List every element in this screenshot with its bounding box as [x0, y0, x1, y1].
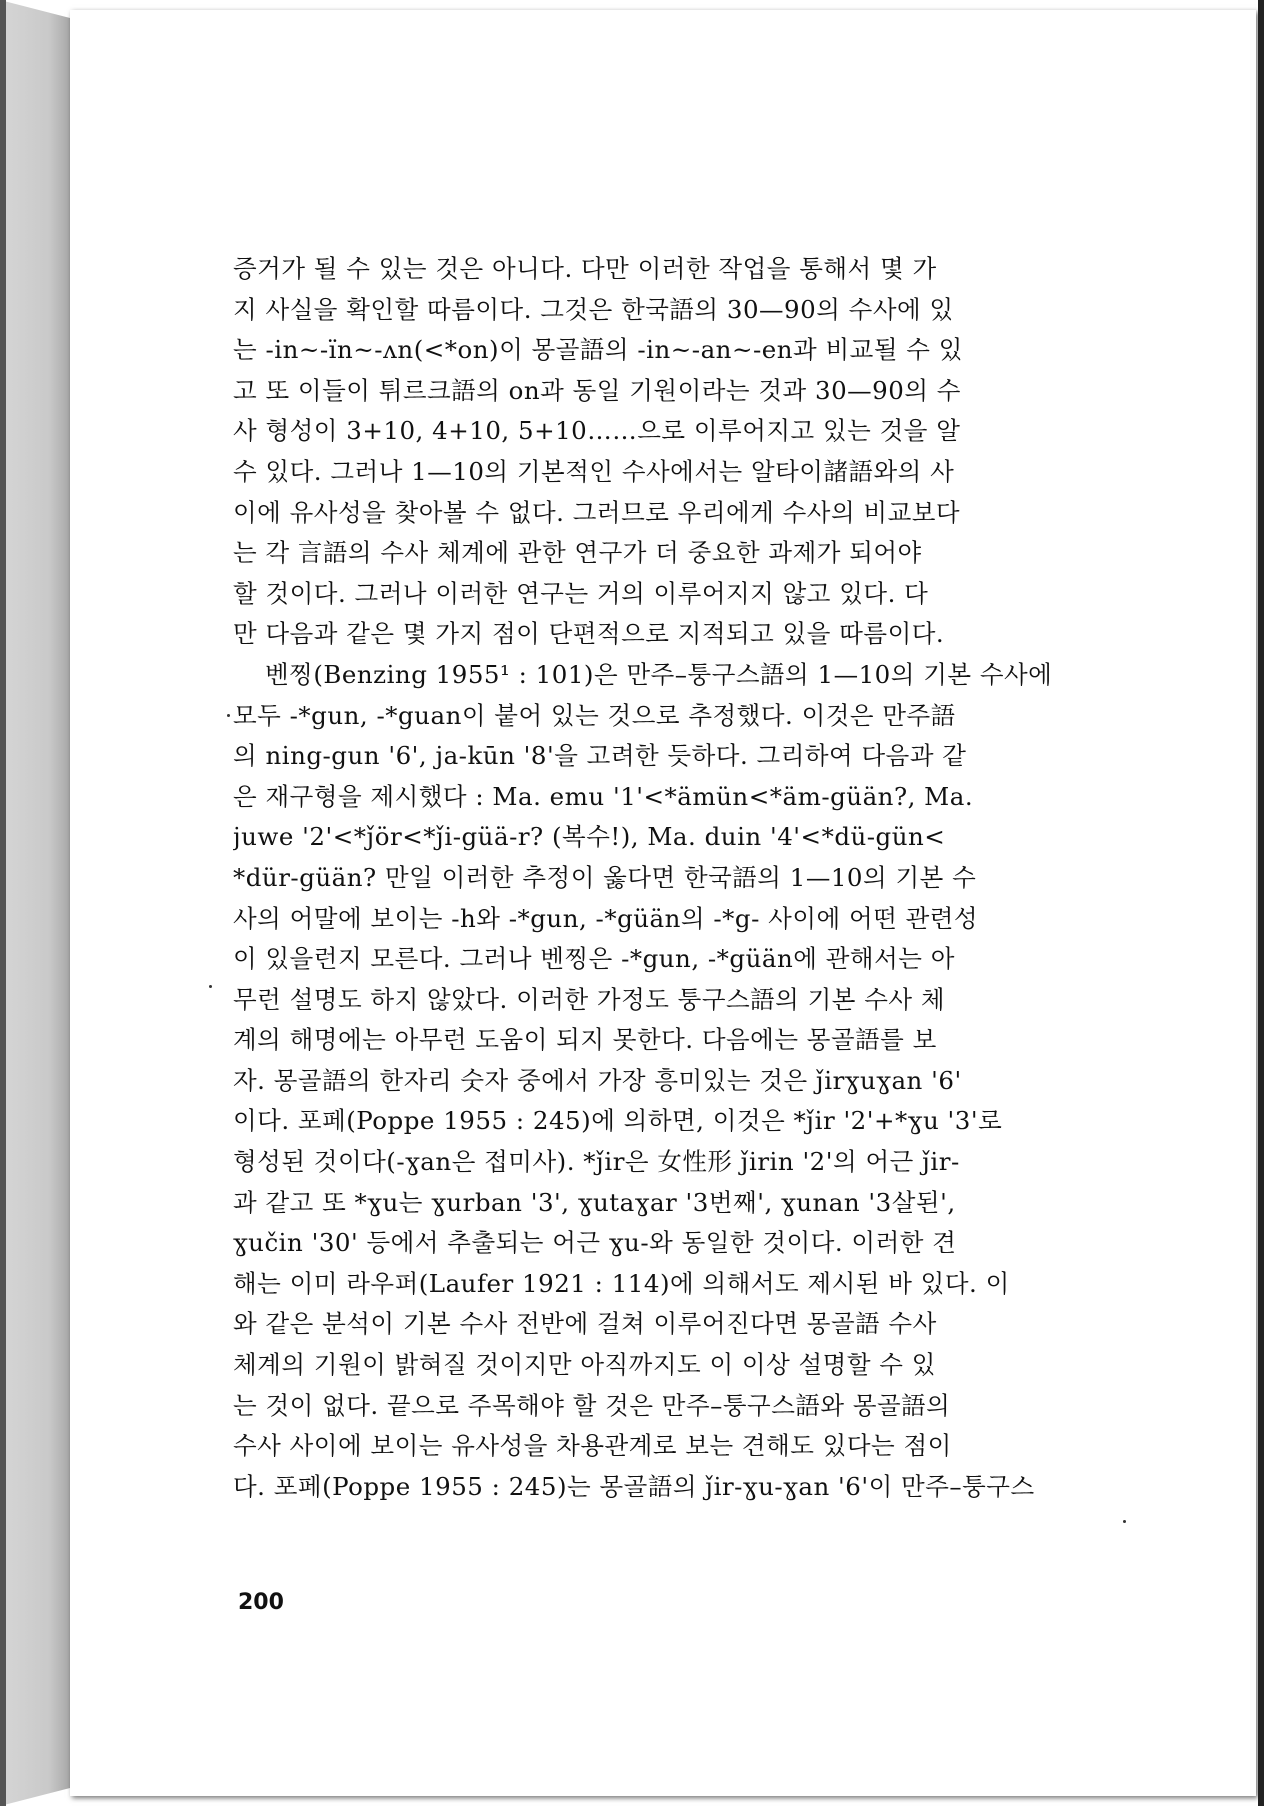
text-line: 는 -in~-ïn~-ʌn(<*on)이 몽골語의 -in~-an~-en과 비교될 수 있 — [233, 335, 963, 365]
text-line: 과 같고 또 *ɣu는 ɣurban '3', ɣutaɣar '3번째', ɣunan '3살된', — [233, 1187, 956, 1217]
text-line: 무런 설명도 하지 않았다. 이러한 가정도 퉁구스語의 기본 수사 체 — [233, 984, 946, 1014]
text-line: 이에 유사성을 찾아볼 수 없다. 그러므로 우리에게 수사의 비교보다 — [233, 497, 961, 527]
text-line: 이다. 포페(Poppe 1955 : 245)에 의하면, 이것은 *ǰir '2'+*ɣu '3'로 — [233, 1106, 1003, 1136]
book-outer-edge — [0, 0, 6, 1806]
text-line: 모두 -*gun, -*guan이 붙어 있는 것으로 추정했다. 이것은 만주語 — [233, 700, 956, 730]
page-body-text — [233, 249, 1079, 1507]
page-number: 200 — [238, 1590, 284, 1615]
text-line: 이 있을런지 모른다. 그러나 벤찡은 -*gun, -*güän에 관해서는 아 — [233, 944, 955, 974]
paragraph-start-line: 벤찡(Benzing 1955¹ : 101)은 만주–퉁구스語의 1—10의 기본 수사에 — [265, 659, 1053, 689]
text-line: 다. 포페(Poppe 1955 : 245)는 몽골語의 ǰir-ɣu-ɣan '6'이 만주–퉁구스 — [233, 1471, 1035, 1501]
text-line: *dür-güän? 만일 이러한 추정이 옳다면 한국語의 1—10의 기본 수 — [233, 862, 977, 892]
text-line: 는 것이 없다. 끝으로 주목해야 할 것은 만주–퉁구스語와 몽골語의 — [233, 1390, 951, 1420]
text-line: 계의 해명에는 아무런 도움이 되지 못한다. 다음에는 몽골語를 보 — [233, 1025, 937, 1055]
text-line: 은 재구형을 제시했다 : Ma. emu '1'<*ämün<*äm-güän?, Ma. — [233, 781, 974, 811]
text-line: 사의 어말에 보이는 -h와 -*gun, -*güän의 -*g- 사이에 어떤 관련성 — [233, 903, 979, 933]
print-speck — [1123, 1520, 1126, 1523]
text-line: juwe '2'<*ǰör<*ǰi-güä-r? (복수!), Ma. duin '4'<*dü-gün< — [233, 822, 946, 852]
text-line: 자. 몽골語의 한자리 숫자 중에서 가장 흥미있는 것은 ǰirɣuɣan '6' — [233, 1065, 962, 1095]
text-line: 해는 이미 라우퍼(Laufer 1921 : 114)에 의해서도 제시된 바 있다. 이 — [233, 1268, 1010, 1298]
text-line: 와 같은 분석이 기본 수사 전반에 걸쳐 이루어진다면 몽골語 수사 — [233, 1309, 937, 1339]
text-line: 의 ning-gun '6', ja-kūn '8'을 고려한 듯하다. 그리하여 다음과 같 — [233, 741, 967, 771]
text-line: 형성된 것이다(-ɣan은 접미사). *ǰir은 女性形 ǰirin '2'의 어근 ǰir- — [233, 1147, 960, 1177]
book-spine-edge — [0, 0, 70, 1806]
text-line: 사 형성이 3+10, 4+10, 5+10……으로 이루어지고 있는 것을 알 — [233, 416, 961, 446]
print-speck — [209, 985, 212, 988]
text-line: 지 사실을 확인할 따름이다. 그것은 한국語의 30—90의 수사에 있 — [233, 294, 954, 324]
page-right-edge — [1258, 0, 1264, 1806]
text-line: 는 각 言語의 수사 체계에 관한 연구가 더 중요한 과제가 되어야 — [233, 538, 922, 568]
text-line: 할 것이다. 그러나 이러한 연구는 거의 이루어지지 않고 있다. 다 — [233, 578, 929, 608]
text-line: 수 있다. 그러나 1—10의 기본적인 수사에서는 알타이諸語와의 사 — [233, 456, 955, 486]
text-line: 체계의 기원이 밝혀질 것이지만 아직까지도 이 이상 설명할 수 있 — [233, 1350, 936, 1380]
text-line: ɣučin '30' 등에서 추출되는 어근 ɣu-와 동일한 것이다. 이러한 견 — [233, 1228, 957, 1258]
text-line: 만 다음과 같은 몇 가지 점이 단편적으로 지적되고 있을 따름이다. — [233, 619, 945, 649]
text-line: 증거가 될 수 있는 것은 아니다. 다만 이러한 작업을 통해서 몇 가 — [233, 254, 937, 283]
print-speck — [227, 714, 230, 717]
text-line: 수사 사이에 보이는 유사성을 차용관계로 보는 견해도 있다는 점이 — [233, 1431, 952, 1461]
text-line: 고 또 이들이 튀르크語의 on과 동일 기원이라는 것과 30—90의 수 — [233, 375, 961, 405]
